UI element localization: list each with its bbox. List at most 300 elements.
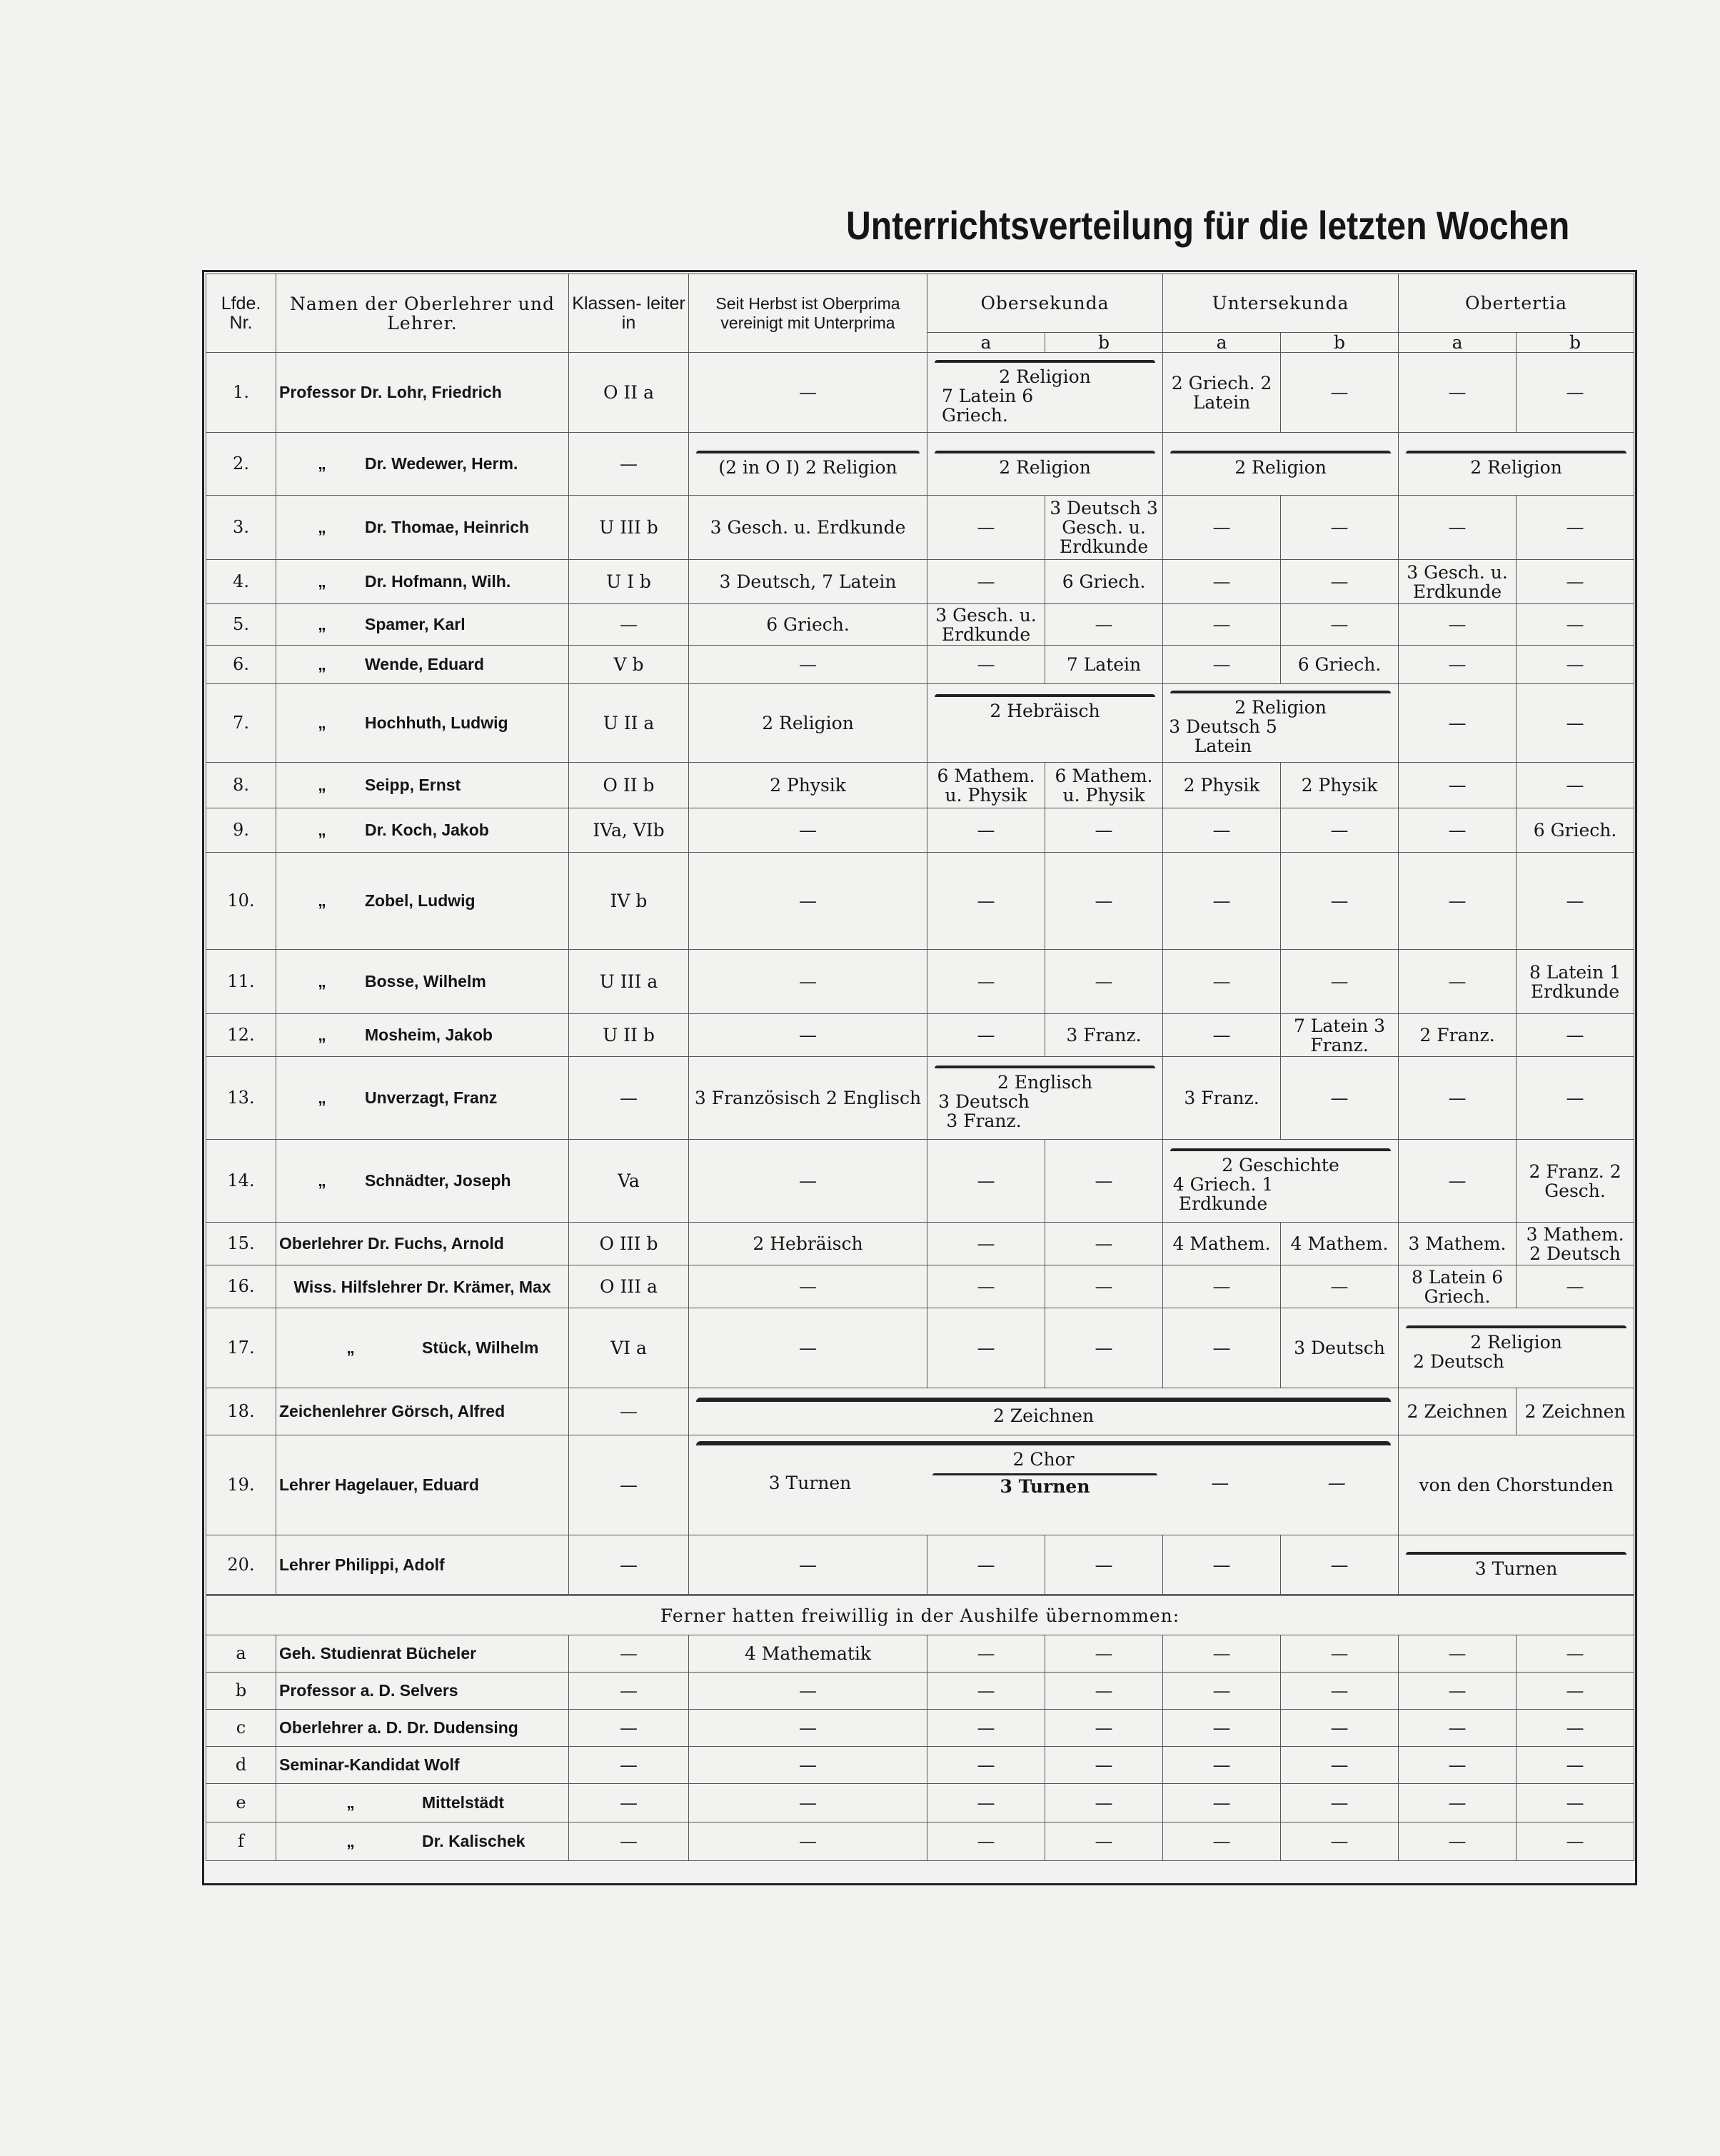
cell-dash: —: [1399, 1784, 1517, 1822]
ditto-mark: „: [346, 1338, 355, 1357]
row-number: 18.: [206, 1388, 276, 1435]
cell-dash: —: [927, 808, 1045, 853]
ditto-mark: „: [346, 1793, 355, 1812]
table-row: [206, 1223, 1634, 1265]
cell-dash: —: [689, 853, 927, 950]
ditto-mark: „: [318, 615, 326, 633]
os-a-text: 3 Gesch. u. Erdkunde: [927, 604, 1045, 646]
op-text: 6 Griech.: [689, 604, 927, 646]
cell-dash: —: [1281, 1635, 1399, 1673]
cell-dash: —: [1399, 950, 1517, 1014]
row-letter: d: [206, 1747, 276, 1784]
ditto-mark: „: [318, 518, 326, 536]
teacher-name-text: Zobel, Ludwig: [365, 891, 476, 910]
us-b-text: 3 Deutsch: [1281, 1308, 1399, 1388]
us-span-cell: [1163, 1140, 1399, 1223]
table-row: [206, 604, 1634, 646]
ot-span-cell: [1399, 1308, 1634, 1388]
teacher-name: Lehrer Philippi, Adolf: [276, 1535, 569, 1595]
row-number: 6.: [206, 646, 276, 684]
cell-dash: —: [1163, 1710, 1281, 1747]
op-text: 4 Mathematik: [689, 1635, 927, 1673]
teacher-name: [276, 1822, 569, 1861]
table-row: [206, 1435, 1634, 1535]
table-row: [206, 646, 1634, 684]
table-row: [206, 1388, 1634, 1435]
table-row: [206, 1635, 1634, 1673]
ot-span-text: 3 Turnen: [1474, 1558, 1558, 1579]
brace-mark: [935, 1066, 1155, 1068]
cell-dash: —: [927, 1822, 1045, 1861]
cell-dash: —: [1281, 1673, 1399, 1710]
op-text: (2 in O I) 2 Religion: [718, 457, 897, 478]
cell-dash: —: [1281, 1535, 1399, 1595]
cell-dash: —: [1399, 646, 1517, 684]
table-row: [206, 433, 1634, 496]
ditto-mark: „: [318, 776, 326, 794]
class-lead: U III a: [569, 950, 689, 1014]
cell-dash: —: [1045, 1784, 1163, 1822]
row-letter: f: [206, 1822, 276, 1861]
brace-mark: [935, 451, 1155, 453]
teacher-name-text: Mosheim, Jakob: [365, 1026, 493, 1044]
teacher-name-text: Dr. Thomae, Heinrich: [365, 518, 530, 536]
cell-dash: —: [927, 1747, 1045, 1784]
header-obertertia: Obertertia: [1399, 274, 1634, 333]
cell-dash: —: [1399, 684, 1517, 763]
cell-dash: —: [927, 1140, 1045, 1223]
teacher-name-text: Dr. Hofmann, Wilh.: [365, 572, 511, 591]
cell-dash: —: [569, 1710, 689, 1747]
us-span-cell: [1163, 684, 1399, 763]
cell-dash: —: [1045, 950, 1163, 1014]
teacher-name-text: Dr. Wedewer, Herm.: [365, 454, 518, 473]
row-number: 12.: [206, 1014, 276, 1057]
cell-dash: —: [1045, 1265, 1163, 1308]
teacher-name-text: Stück, Wilhelm: [422, 1338, 539, 1357]
cell-dash: —: [1399, 1747, 1517, 1784]
header-ot-a: a: [1399, 333, 1517, 353]
row-number: 15.: [206, 1223, 276, 1265]
ot-b-text: 6 Griech.: [1517, 808, 1634, 853]
cell-dash: —: [1399, 353, 1517, 433]
table-row: [206, 808, 1634, 853]
brace-mark: [696, 1398, 1391, 1402]
ditto-mark: „: [318, 454, 326, 473]
teacher-name: Seminar-Kandidat Wolf: [276, 1747, 569, 1784]
row-number: 17.: [206, 1308, 276, 1388]
brace-mark: [932, 1473, 1157, 1475]
cell-dash: —: [1281, 1265, 1399, 1308]
table-row: [206, 1822, 1634, 1861]
header-namen: Namen der Oberlehrer und Lehrer.: [276, 274, 569, 353]
row-number: 5.: [206, 604, 276, 646]
ot-a-text: 8 Latein 6 Griech.: [1399, 1265, 1517, 1308]
cell-dash: —: [1211, 1473, 1229, 1493]
cell-dash: —: [1045, 1822, 1163, 1861]
cell-dash: —: [1399, 1140, 1517, 1223]
us-span-text: 2 Religion: [1234, 457, 1327, 478]
os-b-text: 3 Deutsch 3 Gesch. u. Erdkunde: [1045, 496, 1163, 560]
class-lead: O III a: [569, 1265, 689, 1308]
cell-dash: —: [1045, 604, 1163, 646]
teacher-name-text: Dr. Koch, Jakob: [365, 821, 489, 839]
cell-dash: —: [1163, 560, 1281, 604]
cell-dash: —: [1163, 1308, 1281, 1388]
teacher-name: [276, 763, 569, 808]
cell-dash: —: [689, 808, 927, 853]
teacher-name: Wiss. Hilfslehrer Dr. Krämer, Max: [276, 1265, 569, 1308]
us-a-text: 3 Franz.: [1163, 1057, 1281, 1140]
cell-dash: —: [1399, 1673, 1517, 1710]
teacher-name-text: Wende, Eduard: [365, 655, 484, 673]
row-number: 11.: [206, 950, 276, 1014]
cell-dash: —: [927, 1223, 1045, 1265]
header-us-a: a: [1163, 333, 1281, 353]
cell-dash: —: [927, 1265, 1045, 1308]
os-span-cell: [927, 684, 1163, 763]
zeichnen-span-cell: [689, 1388, 1399, 1435]
cell-dash: —: [1045, 1747, 1163, 1784]
table-row: [206, 496, 1634, 560]
table-row: [206, 560, 1634, 604]
cell-dash: —: [1281, 950, 1399, 1014]
cell-dash: —: [1517, 1635, 1634, 1673]
cell-dash: —: [1281, 560, 1399, 604]
cell-dash: —: [1517, 1784, 1634, 1822]
class-lead: Va: [569, 1140, 689, 1223]
cell-dash: —: [927, 646, 1045, 684]
header-os-a: a: [927, 333, 1045, 353]
cell-dash: —: [689, 1747, 927, 1784]
cell-dash: —: [689, 1265, 927, 1308]
cell-dash: —: [1045, 853, 1163, 950]
header-us-b: b: [1281, 333, 1399, 353]
table-row: [206, 1784, 1634, 1822]
cell-dash: —: [1045, 1308, 1163, 1388]
class-lead: O II b: [569, 763, 689, 808]
header-ot-b: b: [1517, 333, 1634, 353]
os-b-text: 6 Mathem. u. Physik: [1045, 763, 1163, 808]
os-span-text: 2 Hebräisch: [990, 701, 1100, 721]
header-obersekunda: Obersekunda: [927, 274, 1163, 333]
us-span-text: 2 Geschichte: [1222, 1155, 1339, 1175]
ot-a-text: 2 Deutsch: [1413, 1350, 1504, 1372]
cell-dash: —: [1163, 853, 1281, 950]
page-title: Unterrichtsverteilung für die letzten Wochen: [846, 203, 1570, 248]
cell-dash: —: [1399, 604, 1517, 646]
cell-dash: —: [689, 1673, 927, 1710]
row-number: 16.: [206, 1265, 276, 1308]
ot-a-text: 3 Gesch. u. Erdkunde: [1399, 560, 1517, 604]
cell-dash: —: [1163, 1014, 1281, 1057]
cell-dash: —: [1399, 763, 1517, 808]
teacher-name: [276, 1014, 569, 1057]
cell-dash: —: [1045, 1710, 1163, 1747]
class-lead: V b: [569, 646, 689, 684]
cell-dash: —: [1163, 808, 1281, 853]
cell-dash: —: [1399, 496, 1517, 560]
cell-dash: —: [927, 1673, 1045, 1710]
os-b-text: 6 Griech.: [1045, 560, 1163, 604]
brace-mark: [1406, 451, 1626, 453]
header-os-b: b: [1045, 333, 1163, 353]
cell-dash: —: [1399, 1710, 1517, 1747]
teacher-name-text: Mittelstädt: [422, 1793, 504, 1812]
us-a-text: 4 Mathem.: [1163, 1223, 1281, 1265]
ot-a-text: 3 Mathem.: [1399, 1223, 1517, 1265]
us-a-text: 2 Physik: [1163, 763, 1281, 808]
cell-dash: —: [1163, 496, 1281, 560]
op-cell: [689, 433, 927, 496]
row-number: 9.: [206, 808, 276, 853]
cell-dash: —: [569, 1535, 689, 1595]
teacher-name: [276, 646, 569, 684]
class-lead: VI a: [569, 1308, 689, 1388]
teacher-name: [276, 433, 569, 496]
cell-dash: —: [1281, 496, 1399, 560]
cell-dash: —: [1517, 1265, 1634, 1308]
op-text: 3 Turnen: [768, 1473, 852, 1493]
row-number: 10.: [206, 853, 276, 950]
ot-span-text: 2 Religion: [1470, 457, 1562, 478]
row-number: 19.: [206, 1435, 276, 1535]
table-row: [206, 1747, 1634, 1784]
cell-dash: —: [1517, 353, 1634, 433]
turnen-line: [692, 1473, 1395, 1496]
teacher-name-text: Spamer, Karl: [365, 615, 466, 633]
ditto-mark: „: [318, 972, 326, 991]
ditto-mark: „: [318, 1088, 326, 1107]
row-number: 1.: [206, 353, 276, 433]
cell-dash: —: [1281, 1057, 1399, 1140]
teacher-name-text: Unverzagt, Franz: [365, 1088, 498, 1107]
cell-dash: —: [569, 1822, 689, 1861]
cell-dash: —: [1517, 496, 1634, 560]
cell-dash: —: [1163, 604, 1281, 646]
cell-dash: —: [927, 1014, 1045, 1057]
teacher-name-text: Bosse, Wilhelm: [365, 972, 486, 991]
cell-dash: —: [1517, 853, 1634, 950]
cell-dash: —: [1517, 763, 1634, 808]
ditto-mark: „: [318, 821, 326, 839]
cell-dash: —: [689, 1014, 927, 1057]
us-b-text: 4 Mathem.: [1281, 1223, 1399, 1265]
cell-dash: —: [1517, 1710, 1634, 1747]
cell-dash: —: [1163, 1673, 1281, 1710]
cell-dash: —: [927, 1535, 1045, 1595]
ot-b-text: 8 Latein 1 Erdkunde: [1517, 950, 1634, 1014]
brace-mark: [1170, 691, 1391, 693]
cell-dash: —: [927, 1308, 1045, 1388]
cell-dash: —: [1045, 1140, 1163, 1223]
cell-dash: —: [689, 1784, 927, 1822]
cell-dash: —: [927, 853, 1045, 950]
os-span-cell: [927, 1057, 1163, 1140]
table-row: [206, 1673, 1634, 1710]
teacher-name: [276, 1784, 569, 1822]
cell-dash: —: [1517, 1057, 1634, 1140]
brace-mark: [696, 451, 920, 453]
cell-dash: —: [1045, 1673, 1163, 1710]
teacher-name: Professor a. D. Selvers: [276, 1673, 569, 1710]
cell-dash: —: [1281, 808, 1399, 853]
table-row: [206, 1014, 1634, 1057]
ditto-mark: „: [318, 1026, 326, 1044]
cell-dash: —: [1163, 950, 1281, 1014]
row-letter: e: [206, 1784, 276, 1822]
us-span-text: 2 Religion: [1234, 697, 1327, 718]
brace-mark: [1406, 1552, 1626, 1555]
brace-mark: [1170, 1148, 1391, 1151]
brace-mark: [1406, 1325, 1626, 1328]
cell-dash: —: [569, 1784, 689, 1822]
cell-dash: —: [689, 1140, 927, 1223]
header-seit-herbst: Seit Herbst ist Oberprima vereinigt mit Unterprima: [689, 274, 927, 353]
cell-dash: —: [569, 1388, 689, 1435]
teacher-name: [276, 496, 569, 560]
cell-dash: —: [1163, 1822, 1281, 1861]
class-lead: U II b: [569, 1014, 689, 1057]
table-row: [206, 763, 1634, 808]
teacher-name: [276, 1057, 569, 1140]
table-row: [206, 684, 1634, 763]
row-number: 4.: [206, 560, 276, 604]
table-row: [206, 1265, 1634, 1308]
teacher-name: Oberlehrer Dr. Fuchs, Arnold: [276, 1223, 569, 1265]
ot-span-text: 2 Religion: [1470, 1331, 1562, 1353]
teacher-name: [276, 1140, 569, 1223]
brace-mark: [1170, 451, 1391, 453]
chor-span-cell: [689, 1435, 1399, 1535]
os-span-text: 2 Religion: [999, 366, 1091, 387]
op-text: 2 Hebräisch: [689, 1223, 927, 1265]
teacher-name-text: Hochhuth, Ludwig: [365, 713, 508, 732]
cell-dash: —: [1281, 353, 1399, 433]
header-untersekunda: Untersekunda: [1163, 274, 1399, 333]
ot-a-text: 2 Zeichnen: [1399, 1388, 1517, 1435]
class-lead: U I b: [569, 560, 689, 604]
teacher-name-text: Dr. Kalischek: [422, 1832, 525, 1850]
row-number: 20.: [206, 1535, 276, 1595]
cell-dash: —: [569, 1057, 689, 1140]
cell-dash: —: [927, 1635, 1045, 1673]
row-letter: b: [206, 1673, 276, 1710]
cell-dash: —: [1399, 1057, 1517, 1140]
cell-dash: —: [1281, 1747, 1399, 1784]
cell-dash: —: [1399, 853, 1517, 950]
row-number: 14.: [206, 1140, 276, 1223]
os-a-text: 3 Deutsch 3 Franz.: [938, 1091, 1030, 1131]
cell-dash: —: [1399, 808, 1517, 853]
cell-dash: —: [1517, 1014, 1634, 1057]
op-text: 2 Physik: [689, 763, 927, 808]
header-klassenleiter: Klassen- leiter in: [569, 274, 689, 353]
cell-dash: —: [569, 1635, 689, 1673]
ot-span-cell: [1399, 1535, 1634, 1595]
table-row: [206, 1710, 1634, 1747]
teacher-name-text: Schnädter, Joseph: [365, 1171, 511, 1190]
row-number: 8.: [206, 763, 276, 808]
class-lead: IVa, VIb: [569, 808, 689, 853]
teacher-name: [276, 853, 569, 950]
class-lead: U III b: [569, 496, 689, 560]
ot-a-text: 2 Franz.: [1399, 1014, 1517, 1057]
cell-dash: —: [1399, 1635, 1517, 1673]
teacher-name: Professor Dr. Lohr, Friedrich: [276, 353, 569, 433]
table-row: [206, 853, 1634, 950]
table-row: [206, 353, 1634, 433]
table-row: [206, 1308, 1634, 1388]
cell-dash: —: [569, 1435, 689, 1535]
table-row: [206, 1140, 1634, 1223]
cell-dash: —: [1517, 684, 1634, 763]
row-letter: a: [206, 1635, 276, 1673]
brace-mark: [696, 1441, 1391, 1445]
os-span-cell: [927, 353, 1163, 433]
us-a-text: 3 Deutsch 5 Latein: [1169, 716, 1277, 756]
ot-span-cell: von den Chorstunden: [1399, 1435, 1634, 1535]
cell-dash: —: [1163, 1535, 1281, 1595]
os-span-cell: [927, 433, 1163, 496]
ferner-row: [206, 1595, 1634, 1635]
os-span-text: 2 Englisch: [997, 1072, 1093, 1093]
table-row: [206, 1535, 1634, 1595]
os-span-text: 2 Religion: [999, 457, 1091, 478]
table-row: [206, 950, 1634, 1014]
us-b-text: 6 Griech.: [1281, 646, 1399, 684]
cell-dash: —: [1517, 1747, 1634, 1784]
class-lead: O III b: [569, 1223, 689, 1265]
cell-dash: —: [1045, 808, 1163, 853]
cell-dash: —: [689, 1822, 927, 1861]
cell-dash: —: [1327, 1473, 1346, 1493]
cell-dash: —: [569, 433, 689, 496]
row-number: 3.: [206, 496, 276, 560]
us-a-text: 2 Griech. 2 Latein: [1163, 353, 1281, 433]
op-text: 3 Deutsch, 7 Latein: [689, 560, 927, 604]
header-lfde-nr: Lfde. Nr.: [206, 274, 276, 353]
row-number: 7.: [206, 684, 276, 763]
class-lead: U II a: [569, 684, 689, 763]
us-span-cell: [1163, 433, 1399, 496]
ferner-text: Ferner hatten freiwillig in der Aushilfe übernommen:: [206, 1595, 1634, 1635]
ditto-mark: „: [318, 891, 326, 910]
teacher-name-text: Seipp, Ernst: [365, 776, 461, 794]
cell-dash: —: [927, 1784, 1045, 1822]
cell-dash: —: [1163, 646, 1281, 684]
teacher-name: Geh. Studienrat Bücheler: [276, 1635, 569, 1673]
cell-dash: —: [689, 646, 927, 684]
os-a-text: 6 Mathem. u. Physik: [927, 763, 1045, 808]
row-number: 13.: [206, 1057, 276, 1140]
cell-dash: —: [1281, 1710, 1399, 1747]
cell-dash: —: [1163, 1635, 1281, 1673]
teacher-name: [276, 684, 569, 763]
teacher-name: [276, 604, 569, 646]
teacher-name: [276, 1308, 569, 1388]
cell-dash: —: [569, 604, 689, 646]
ditto-mark: „: [318, 1171, 326, 1190]
us-a-text: 4 Griech. 1 Erdkunde: [1172, 1174, 1274, 1214]
teacher-name: Zeichenlehrer Görsch, Alfred: [276, 1388, 569, 1435]
cell-dash: —: [569, 1673, 689, 1710]
ditto-mark: „: [318, 655, 326, 673]
us-b-text: 7 Latein 3 Franz.: [1281, 1014, 1399, 1057]
cell-dash: —: [1517, 1822, 1634, 1861]
cell-dash: —: [689, 1710, 927, 1747]
teaching-distribution-table: [206, 274, 1634, 1861]
